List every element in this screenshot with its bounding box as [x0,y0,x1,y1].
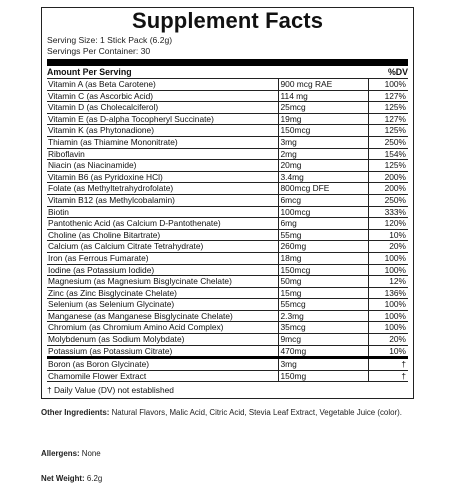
nutrient-dv: 100% [368,310,408,322]
nutrient-row [47,229,408,241]
nutrient-amount: 50mg [278,276,368,288]
nutrient-dv: 200% [368,183,408,195]
nutrient-name: Potassium (as Potassium Citrate) [47,345,278,358]
nutrient-amount: 900 mcg RAE [278,79,368,90]
nutrient-row [47,370,408,382]
nutrient-row [47,241,408,253]
nutrient-dv: 127% [368,113,408,125]
nutrient-amount: 9mcg [278,334,368,346]
serving-size: Serving Size: 1 Stick Pack (6.2g) [47,35,173,45]
nutrient-name: Riboflavin [47,148,278,160]
nutrient-amount: 150mg [278,370,368,382]
nutrient-dv: 125% [368,160,408,172]
nutrient-name: Folate (as Methyltetrahydrofolate) [47,183,278,195]
nutrient-dv: 20% [368,334,408,346]
dv-footnote: † Daily Value (DV) not established [47,385,174,396]
nutrient-amount: 35mcg [278,322,368,334]
nutrient-name: Iodine (as Potassium Iodide) [47,264,278,276]
nutrient-amount: 260mg [278,241,368,253]
nutrient-row [47,90,408,102]
thick-divider [47,59,408,66]
net-weight-label: Net Weight: [41,474,85,483]
nutrient-dv: 100% [368,322,408,334]
nutrient-dv: 100% [368,299,408,311]
nutrient-dv: 154% [368,148,408,160]
nutrient-row [47,287,408,299]
nutrient-amount: 15mg [278,287,368,299]
nutrient-name: Vitamin A (as Beta Carotene) [47,79,278,90]
nutrient-name: Boron (as Boron Glycinate) [47,358,278,371]
nutrient-name: Biotin [47,206,278,218]
nutrient-name: Calcium (as Calcium Citrate Tetrahydrate) [47,241,278,253]
nutrient-amount: 2mg [278,148,368,160]
nutrient-name: Vitamin B6 (as Pyridoxine HCl) [47,171,278,183]
nutrient-row [47,160,408,172]
nutrient-row [47,345,408,358]
nutrient-dv: 100% [368,264,408,276]
nutrient-name: Vitamin B12 (as Methylcobalamin) [47,194,278,206]
nutrient-row [47,334,408,346]
nutrient-dv: 10% [368,229,408,241]
nutrient-amount: 55mcg [278,299,368,311]
nutrient-name: Pantothenic Acid (as Calcium D-Pantothenate) [47,218,278,230]
nutrient-row [47,183,408,195]
nutrient-amount: 100mcg [278,206,368,218]
nutrient-amount: 6mg [278,218,368,230]
nutrient-row [47,310,408,322]
nutrient-name: Molybdenum (as Sodium Molybdate) [47,334,278,346]
nutrient-dv: 100% [368,79,408,90]
nutrient-row [47,136,408,148]
nutrient-row [47,102,408,114]
nutrient-dv: † [368,358,408,371]
nutrient-name: Vitamin K (as Phytonadione) [47,125,278,137]
nutrient-row [47,276,408,288]
nutrient-dv: 125% [368,125,408,137]
nutrient-name: Niacin (as Niacinamide) [47,160,278,172]
nutrient-row [47,125,408,137]
nutrient-amount: 55mg [278,229,368,241]
nutrient-amount: 18mg [278,252,368,264]
dv-header-label: %DV [387,67,408,77]
nutrient-name: Manganese (as Manganese Bisglycinate Chelate) [47,310,278,322]
supplement-facts-panel [41,7,414,399]
nutrient-dv: 125% [368,102,408,114]
net-weight [41,474,102,485]
nutrient-dv: 250% [368,136,408,148]
nutrient-row [47,206,408,218]
nutrient-name: Thiamin (as Thiamine Mononitrate) [47,136,278,148]
nutrient-row [47,299,408,311]
nutrient-row [47,218,408,230]
nutrient-amount: 800mcg DFE [278,183,368,195]
nutrient-dv: 200% [368,171,408,183]
nutrient-amount: 150mcg [278,264,368,276]
nutrient-name: Vitamin D (as Cholecalciferol) [47,102,278,114]
nutrient-row [47,322,408,334]
nutrient-dv: † [368,370,408,382]
nutrient-dv: 10% [368,345,408,358]
nutrient-dv: 127% [368,90,408,102]
nutrient-amount: 3.4mg [278,171,368,183]
nutrient-amount: 19mg [278,113,368,125]
nutrient-name: Zinc (as Zinc Bisglycinate Chelate) [47,287,278,299]
nutrient-name: Selenium (as Selenium Glycinate) [47,299,278,311]
nutrient-name: Vitamin C (as Ascorbic Acid) [47,90,278,102]
nutrient-row [47,252,408,264]
other-ingredients-text: Natural Flavors, Malic Acid, Citric Acid, Stevia Leaf Extract, Vegetable Juice (color). [109,408,402,417]
nutrient-name: Chamomile Flower Extract [47,370,278,382]
allergens [41,449,101,460]
net-weight-text: 6.2g [84,474,103,483]
nutrient-dv: 100% [368,252,408,264]
panel-title: Supplement Facts [131,8,324,33]
nutrient-dv: 333% [368,206,408,218]
nutrient-row [47,113,408,125]
nutrient-amount: 150mcg [278,125,368,137]
amount-header-row [47,66,408,79]
nutrient-table [47,79,408,382]
nutrient-amount: 25mcg [278,102,368,114]
nutrient-amount: 114 mg [278,90,368,102]
nutrient-dv: 12% [368,276,408,288]
nutrient-row [47,194,408,206]
nutrient-name: Iron (as Ferrous Fumarate) [47,252,278,264]
nutrient-name: Chromium (as Chromium Amino Acid Complex) [47,322,278,334]
allergens-label: Allergens: [41,449,80,458]
nutrient-dv: 120% [368,218,408,230]
nutrient-name: Choline (as Choline Bitartrate) [47,229,278,241]
amount-per-serving-label: Amount Per Serving [47,67,132,77]
nutrient-amount: 20mg [278,160,368,172]
nutrient-amount: 470mg [278,345,368,358]
nutrient-amount: 3mg [278,358,368,371]
servings-per-container: Servings Per Container: 30 [47,45,151,56]
other-ingredients-label: Other Ingredients: [41,408,110,417]
other-ingredients [41,408,421,419]
nutrient-amount: 2.3mg [278,310,368,322]
nutrient-dv: 250% [368,194,408,206]
nutrient-row [47,148,408,160]
nutrient-dv: 136% [368,287,408,299]
nutrient-row [47,264,408,276]
nutrient-amount: 3mg [278,136,368,148]
nutrient-row [47,358,408,371]
allergens-text: None [79,449,101,458]
nutrient-dv: 20% [368,241,408,253]
nutrient-name: Vitamin E (as D-alpha Tocopheryl Succinate) [47,113,278,125]
nutrient-row [47,171,408,183]
nutrient-row [47,79,408,90]
nutrient-name: Magnesium (as Magnesium Bisglycinate Chelate) [47,276,278,288]
nutrient-amount: 6mcg [278,194,368,206]
